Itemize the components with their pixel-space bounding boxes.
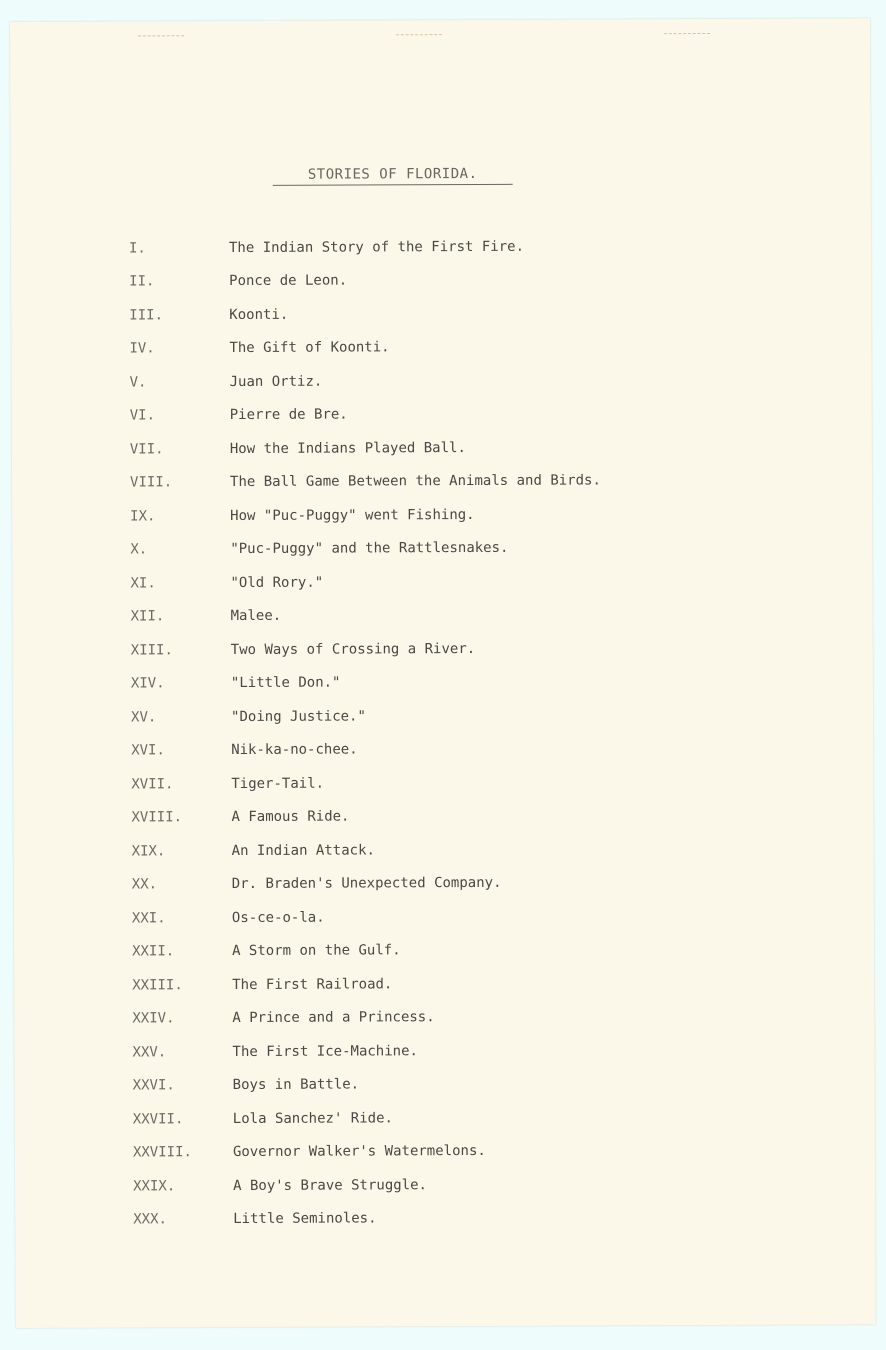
staple-mark [138,35,184,39]
toc-entry [131,664,771,700]
chapter-title: Lola Sanchez' Ride. [232,1110,393,1127]
chapter-title: "Doing Justice." [230,708,366,725]
chapter-number: XVII. [131,776,174,793]
chapter-number: XV. [130,709,157,726]
chapter-number: III. [129,307,164,324]
chapter-title: Pierre de Bre. [229,406,348,424]
toc-entry [130,430,770,466]
chapter-number: VII. [129,441,164,458]
chapter-title: Tiger-Tail. [231,775,325,792]
chapter-title: "Little Don." [230,674,341,692]
chapter-number: XX. [131,876,158,893]
chapter-title: The Ball Game Between the Animals and Birds. [229,472,601,491]
chapter-number: VIII. [129,474,173,491]
toc-entry [132,899,772,935]
chapter-title: The First Ice-Machine. [232,1042,418,1060]
toc-entry [129,262,769,298]
chapter-number: XII. [130,608,165,625]
toc-entry [132,932,772,968]
chapter-number: XXIII. [132,977,183,994]
chapter-title: Boys in Battle. [232,1076,360,1094]
toc-entry [130,396,770,432]
table-of-contents [129,229,773,1237]
chapter-number: VI. [129,407,156,424]
chapter-number: XXII. [132,943,175,960]
toc-entry [129,296,769,332]
chapter-number: XXVI. [132,1077,175,1094]
chapter-title: Little Seminoles. [233,1210,377,1228]
chapter-title: A Famous Ride. [231,808,350,826]
toc-entry [133,1100,773,1136]
chapter-title: Two Ways of Crossing a River. [230,640,476,658]
staple-mark [664,33,710,37]
chapter-number: IV. [129,340,155,357]
chapter-number: V. [129,374,147,391]
chapter-number: XXV. [132,1044,167,1061]
chapter-number: XXI. [131,910,166,927]
chapter-title: Governor Walker's Watermelons. [232,1143,486,1161]
chapter-number: XXX. [133,1211,167,1228]
toc-entry [129,329,769,365]
chapter-number: IX. [130,508,156,525]
toc-entry [133,1066,773,1102]
toc-entry [132,1033,772,1069]
toc-entry [133,1200,773,1236]
toc-entry [131,698,771,734]
chapter-title: An Indian Attack. [231,842,375,859]
toc-entry [131,597,771,633]
toc-entry [132,865,772,901]
toc-entry [131,731,771,767]
toc-entry [131,631,771,667]
chapter-title: The Gift of Koonti. [229,339,390,357]
chapter-number: XXVII. [132,1111,184,1128]
toc-entry [133,1167,773,1203]
document-title: STORIES OF FLORIDA. [273,166,513,186]
chapter-number: XXIX. [133,1178,176,1195]
chapter-title: The First Railroad. [232,976,393,993]
toc-entry [131,798,771,834]
chapter-title: Os-ce-o-la. [231,909,325,926]
chapter-number: I. [128,240,146,257]
toc-entry [132,966,772,1002]
toc-entry [132,999,772,1035]
toc-entry [131,765,771,801]
chapter-title: How "Puc-Puggy" went Fishing. [230,506,475,524]
toc-entry [130,463,770,499]
staple-mark [396,34,442,38]
chapter-number: XXIV. [132,1010,175,1027]
chapter-title: Juan Ortiz. [229,373,323,390]
chapter-number: II. [129,273,155,290]
chapter-number: X. [130,541,148,558]
chapter-title: "Puc-Puggy" and the Rattlesnakes. [230,540,509,558]
chapter-number: XVI. [131,742,165,759]
toc-entry [132,832,772,868]
chapter-number: XXVIII. [132,1144,192,1161]
chapter-number: XI. [130,575,156,592]
chapter-number: XIV. [130,675,165,692]
chapter-title: Koonti. [229,306,289,323]
chapter-number: XIX. [131,843,166,860]
toc-entry [133,1133,773,1169]
paper-sheet [10,18,876,1328]
toc-entry [130,530,770,566]
toc-entry [129,363,769,399]
chapter-title: Ponce de Leon. [229,272,348,290]
chapter-title: Dr. Braden's Unexpected Company. [231,875,502,893]
toc-entry [130,564,770,600]
chapter-title: A Prince and a Princess. [232,1009,435,1027]
chapter-title: The Indian Story of the First Fire. [228,238,525,256]
toc-entry [130,497,770,533]
chapter-title: A Boy's Brave Struggle. [233,1176,427,1194]
chapter-title: How the Indians Played Ball. [229,439,466,457]
chapter-title: Malee. [230,608,282,625]
chapter-title: A Storm on the Gulf. [232,942,401,960]
toc-entry [129,229,769,265]
chapter-title: Nik-ka-no-chee. [231,741,358,759]
chapter-title: "Old Rory." [230,574,324,591]
chapter-number: XIII. [130,642,173,659]
chapter-number: XVIII. [131,809,183,826]
